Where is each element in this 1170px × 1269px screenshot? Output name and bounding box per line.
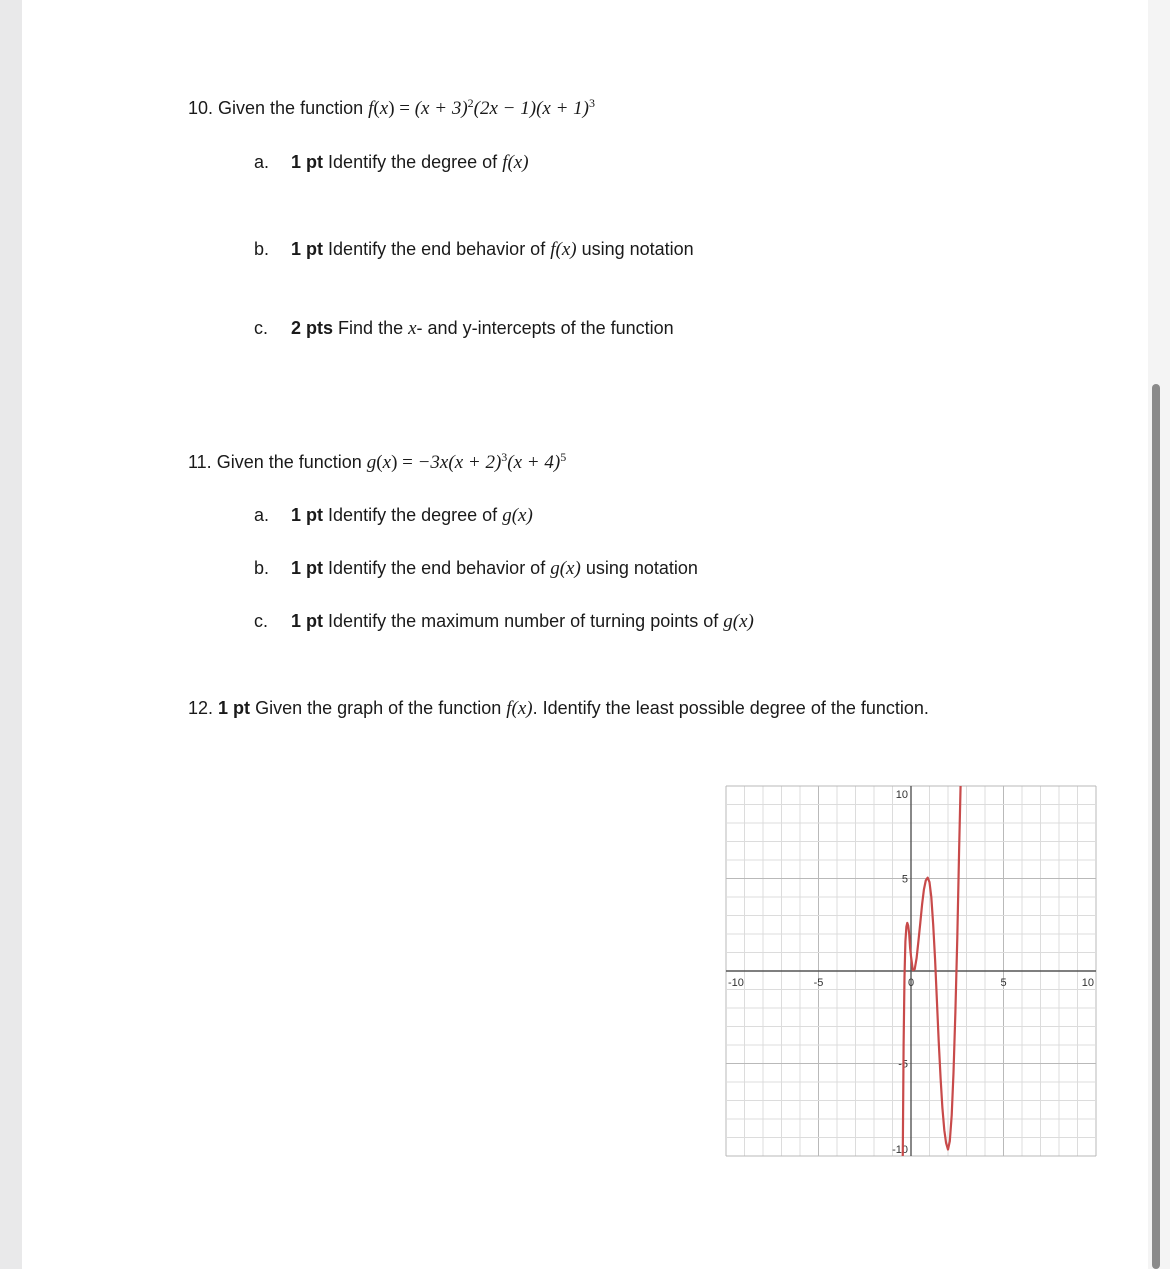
q12-number: 12. (188, 698, 214, 718)
q10-intro: 10. Given the function (188, 98, 364, 118)
x-tick-label: 5 (1000, 977, 1007, 989)
q11-heading (188, 451, 566, 474)
x-tick-label: 10 (1081, 977, 1094, 989)
q12-text2: . Identify the least possible degree of the function. (532, 698, 929, 718)
q10b-label: b. (254, 239, 270, 259)
q12-heading (188, 697, 929, 720)
q10b-text: Identify the end behavior of (328, 239, 546, 259)
q10b-points: 1 pt (291, 239, 324, 259)
q11-part-c (254, 610, 754, 633)
q10c-points: 2 pts (291, 318, 334, 338)
q10c-label: c. (254, 318, 269, 338)
q10a-text: Identify the degree of (328, 152, 498, 172)
q11-intro: 11. Given the function (188, 452, 362, 472)
q12-text1: Given the graph of the function (255, 698, 502, 718)
q11c-text: Identify the maximum number of turning points of (328, 611, 719, 631)
q11b-gx: g(x) (550, 558, 581, 579)
q11c-label: c. (254, 611, 269, 631)
q11a-text: Identify the degree of (328, 505, 498, 525)
q11-part-b (254, 557, 698, 580)
q11c-points: 1 pt (291, 611, 324, 631)
x-tick-label: -10 (728, 977, 744, 989)
q10c-text2: - and y-intercepts of the function (416, 318, 674, 338)
q11b-label: b. (254, 558, 270, 578)
q10-heading (188, 97, 595, 120)
q10-part-c (254, 317, 674, 340)
q10a-points: 1 pt (291, 152, 324, 172)
q12-points: 1 pt (218, 698, 251, 718)
q10-part-b (254, 238, 694, 261)
q11-function: $g(x) = -3x(x + 2)^3(x + 4)^5$ (366, 450, 567, 473)
x-tick-label: -5 (813, 977, 824, 989)
q10c-text1: Find the (338, 318, 404, 338)
q10-function: $f(x) = (x + 3)^2(2x - 1)(x + 1)^3$ (368, 96, 595, 119)
q11a-label: a. (254, 505, 270, 525)
q11c-gx: g(x) (723, 611, 754, 632)
y-tick-label: -10 (892, 1144, 908, 1156)
q11b-text: Identify the end behavior of (328, 558, 546, 578)
q10a-label: a. (254, 152, 270, 172)
y-tick-label: 10 (895, 789, 908, 801)
q11a-gx: g(x) (502, 505, 533, 526)
q10b-fx: f(x) (550, 239, 577, 260)
function-graph (722, 782, 1100, 1160)
q12-fx: f(x) (506, 698, 533, 719)
q10a-fx: f(x) (502, 152, 529, 173)
y-tick-label: -5 (898, 1058, 908, 1071)
q11a-points: 1 pt (291, 505, 324, 525)
q10c-xvar: x (408, 318, 417, 339)
q11-part-a (254, 504, 533, 527)
q11b-points: 1 pt (291, 558, 324, 578)
scrollbar-thumb[interactable] (1152, 384, 1160, 1269)
q11b-tail: using notation (585, 558, 698, 578)
y-tick-label: 5 (901, 873, 908, 886)
x-tick-label: 0 (907, 977, 915, 989)
q10b-tail: using notation (581, 239, 694, 259)
graph-svg (722, 782, 1100, 1160)
document-page (22, 0, 1148, 1269)
q10-part-a (254, 151, 529, 174)
